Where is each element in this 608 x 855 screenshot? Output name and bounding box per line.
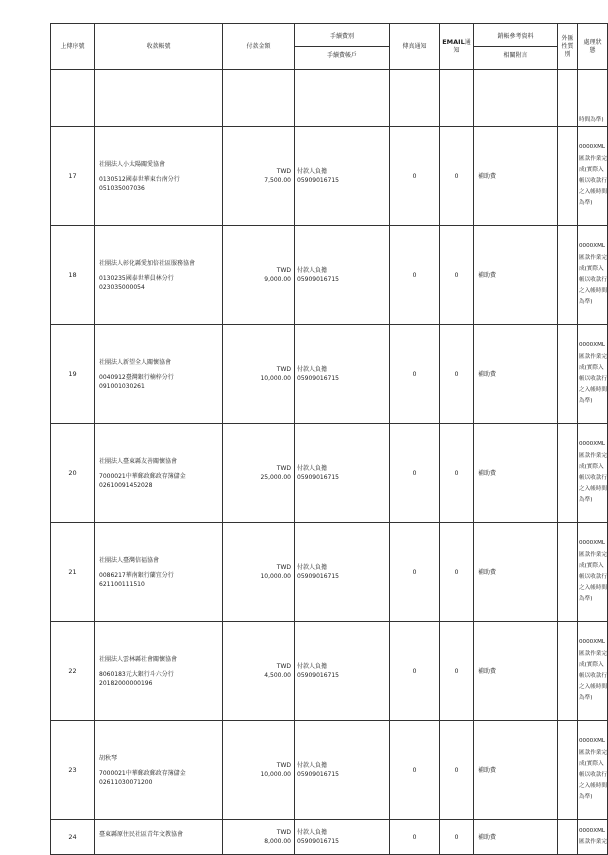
status-cell [578,721,608,820]
header-fee [295,24,390,70]
fee-type: 付款人負擔 [297,366,328,373]
header-seq: 上傳序號 [51,24,95,70]
header-foreign-2: 性質 [561,42,574,50]
payee-account-number: 091001030261 [99,382,145,390]
table-row [51,622,608,721]
payee-bank: 7000021中華郵政郵政存簿儲金 [99,769,186,777]
payee-account-number: 023035000054 [99,283,145,291]
header-account: 收款帳號 [95,24,223,70]
fee-cell [295,127,390,226]
seq-cell: 24 [51,820,95,855]
currency: TWD [276,366,291,373]
status-cell [578,325,608,424]
fax-cell: 0 [390,523,440,622]
amount-value: 4,500.00 [264,672,291,679]
fee-cell [295,226,390,325]
email-cell: 0 [440,820,474,855]
payee-bank: 0040912臺灣銀行楠梓分行 [99,373,174,381]
fee-type: 付款人負擔 [297,663,328,670]
fee-cell [295,523,390,622]
payee-bank: 0130235國泰世華員林分行 [99,274,174,282]
memo-cell: 補助費 [474,325,558,424]
table-row [51,424,608,523]
status-text: 0000XML匯款作業完成(實際入帳以收款行之入帳時間為準) [579,639,607,702]
fee-account: 05909016715 [297,573,339,580]
header-foreign [558,24,578,70]
table-row [51,325,608,424]
amount-cell [223,226,295,325]
fee-account: 05909016715 [297,838,339,845]
amount-cell [223,820,295,855]
header-memo-ref: 銷帳參考資料 [497,33,534,40]
header-status-1: 處理狀 [583,38,602,46]
email-cell: 0 [440,424,474,523]
status-text: 時間為準) [579,116,604,123]
payee-bank: 8060183元大銀行斗六分行 [99,670,174,678]
seq-cell: 20 [51,424,95,523]
fee-type: 付款人負擔 [297,168,328,175]
fax-cell: 0 [390,622,440,721]
foreign-cell [558,523,578,622]
header-foreign-1: 外匯 [561,34,574,42]
fee-cell [295,424,390,523]
amount-cell [223,523,295,622]
header-amount: 付款金額 [223,24,295,70]
fee-cell [295,721,390,820]
amount-cell [223,622,295,721]
header-fee-account: 手續費帳戶 [326,52,357,59]
fax-cell: 0 [390,424,440,523]
table-row [51,820,608,855]
amount-cell [223,424,295,523]
fax-cell: 0 [390,226,440,325]
fee-account: 05909016715 [297,276,339,283]
payee-account-number: 20182000000196 [99,679,153,687]
email-cell: 0 [440,226,474,325]
account-cell [95,424,223,523]
account-cell [95,820,223,855]
header-email [440,24,474,70]
amount-value: 10,000.00 [260,375,291,382]
status-text: 0000XML匯款作業完成(實際入帳以收款行之入帳時間為準) [579,540,607,603]
payee-bank: 0086217華南銀行蘭宜分行 [99,571,174,579]
email-cell: 0 [440,127,474,226]
header-status-2: 態 [589,46,596,54]
header-status [578,24,608,70]
header-foreign-3: 別 [564,50,571,58]
table-row [51,127,608,226]
amount-cell [223,325,295,424]
foreign-cell [558,820,578,855]
payee-name: 臺東縣原住民社區青年文教協會 [99,830,184,838]
foreign-cell [558,325,578,424]
foreign-cell [558,622,578,721]
payee-account-number: 02610091452028 [99,481,153,489]
table-header-row [51,24,608,70]
fee-cell [295,820,390,855]
payee-name: 社團法人雲林縣社會關懷協會 [99,655,178,663]
status-cell [578,523,608,622]
currency: TWD [276,168,291,175]
payee-account-number: 051035007036 [99,184,145,192]
memo-cell: 補助費 [474,820,558,855]
payee-name: 社團法人臺東縣友善關懷協會 [99,457,178,465]
foreign-cell [558,424,578,523]
account-cell [95,721,223,820]
status-text: 0000XML匯款作業完成(實際入帳以收款行之入帳時間為準) [579,243,607,306]
email-cell: 0 [440,325,474,424]
table-row-continuation [51,70,608,127]
fee-account: 05909016715 [297,375,339,382]
email-cell: 0 [440,721,474,820]
memo-cell: 補助費 [474,127,558,226]
fee-cell [295,622,390,721]
memo-cell: 補助費 [474,721,558,820]
amount-value: 10,000.00 [260,771,291,778]
memo-cell: 補助費 [474,523,558,622]
header-fee-type: 手續費別 [329,33,354,40]
fee-account: 05909016715 [297,177,339,184]
memo-cell: 補助費 [474,226,558,325]
currency: TWD [276,267,291,274]
payee-name: 社團法人臺灣信福協會 [99,556,160,564]
amount-cell [223,127,295,226]
fee-account: 05909016715 [297,474,339,481]
currency: TWD [276,663,291,670]
memo-cell: 補助費 [474,622,558,721]
account-cell [95,325,223,424]
account-cell [95,622,223,721]
payee-account-number: 621100111510 [99,580,145,588]
account-cell [95,226,223,325]
status-cell [578,820,608,855]
payee-bank: 0130512國泰世華東台南分行 [99,175,180,183]
fee-type: 付款人負擔 [297,267,328,274]
header-fax: 傳真通知 [390,24,440,70]
payee-bank: 7000021中華郵政郵政存簿儲金 [99,472,186,480]
amount-cell [223,721,295,820]
payee-name: 社團法人新望全人關懷協會 [99,358,172,366]
status-text: 0000XML匯款作業完成(實際入帳以收款行之入帳時間為準) [579,738,607,801]
fax-cell: 0 [390,325,440,424]
amount-value: 8,000.00 [264,838,291,845]
foreign-cell [558,721,578,820]
header-memo [474,24,558,70]
seq-cell: 17 [51,127,95,226]
fax-cell: 0 [390,721,440,820]
amount-value: 10,000.00 [260,573,291,580]
foreign-cell [558,127,578,226]
status-cell [578,424,608,523]
email-cell: 0 [440,523,474,622]
status-cell [578,622,608,721]
currency: TWD [276,564,291,571]
status-text: 0000XML匯款作業完成(實際入帳以收款行之入帳時間為準) [579,144,607,207]
fee-type: 付款人負擔 [297,829,328,836]
amount-value: 9,000.00 [264,276,291,283]
header-memo-attach: 相關附言 [503,52,528,59]
memo-cell: 補助費 [474,424,558,523]
fee-account: 05909016715 [297,771,339,778]
payee-name: 社團法人彰化縣愛加倍社區服務協會 [99,259,196,267]
fee-account: 05909016715 [297,672,339,679]
foreign-cell [558,226,578,325]
status-cell [578,127,608,226]
status-text: 0000XML匯款作業完 [579,827,607,845]
status-cell [578,70,608,127]
currency: TWD [276,829,291,836]
seq-cell: 18 [51,226,95,325]
fax-cell: 0 [390,820,440,855]
currency: TWD [276,762,291,769]
status-text: 0000XML匯款作業完成(實際入帳以收款行之入帳時間為準) [579,441,607,504]
status-text: 0000XML匯款作業完成(實際入帳以收款行之入帳時間為準) [579,342,607,405]
amount-value: 7,500.00 [264,177,291,184]
remittance-table [50,23,608,855]
seq-cell: 22 [51,622,95,721]
header-email-bold: EMAIL [442,38,465,46]
account-cell [95,523,223,622]
header-email-rest: 通知 [453,39,471,54]
table-row [51,226,608,325]
seq-cell: 19 [51,325,95,424]
fee-cell [295,325,390,424]
payee-account-number: 02611030071200 [99,778,153,786]
table-row [51,523,608,622]
fee-type: 付款人負擔 [297,762,328,769]
status-cell [578,226,608,325]
seq-cell: 23 [51,721,95,820]
account-cell [95,127,223,226]
currency: TWD [276,465,291,472]
amount-value: 25,000.00 [260,474,291,481]
fax-cell: 0 [390,127,440,226]
seq-cell: 21 [51,523,95,622]
fee-type: 付款人負擔 [297,564,328,571]
fee-type: 付款人負擔 [297,465,328,472]
payee-name: 社團法人小太陽關愛協會 [99,160,166,168]
email-cell: 0 [440,622,474,721]
table-row [51,721,608,820]
payee-name: 胡秋琴 [99,754,118,762]
